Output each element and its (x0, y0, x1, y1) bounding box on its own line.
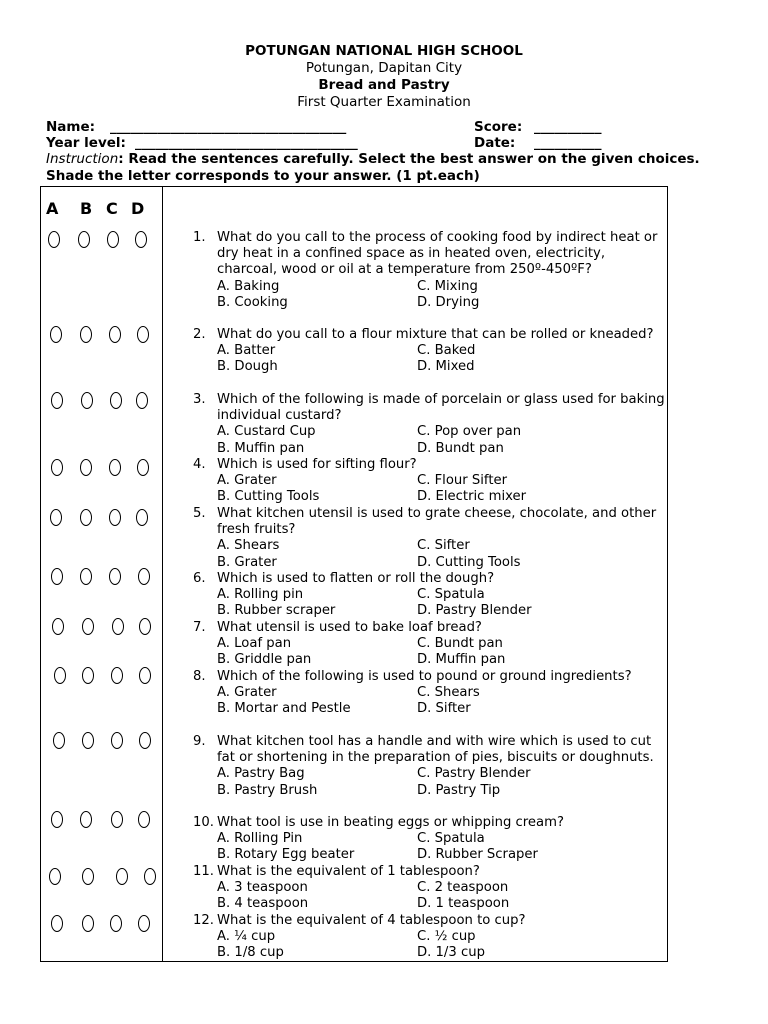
question-text: What do you call to the process of cooking food by indirect heat or dry heat in a confined space as in heated oven, electricity, charcoal, wood or oil at a temperature from 250º-450ºF? (217, 230, 658, 278)
answer-bubble-q10-d[interactable] (138, 811, 150, 828)
answer-bubble-q9-d[interactable] (139, 732, 151, 749)
option-row (217, 473, 668, 489)
option-a: A. Rolling pin (217, 587, 304, 603)
question-number: 1. (193, 230, 206, 245)
option-a: A. Grater (217, 473, 277, 489)
header-c: C (106, 199, 118, 218)
answer-bubble-q8-b[interactable] (82, 667, 94, 684)
option-c: C. Sifter (417, 538, 470, 554)
question-number: 6. (193, 571, 206, 586)
option-row (217, 279, 668, 295)
question-6 (193, 571, 668, 620)
option-c: C. Shears (417, 685, 480, 701)
date-field[interactable]: __________ (534, 135, 602, 151)
option-d: D. Mixed (417, 359, 475, 375)
question-7 (193, 620, 668, 669)
option-row (217, 555, 668, 571)
instruction-text: : Read the sentences carefully. Select the best answer on the given choices. Shade the letter corresponds to your answer. (1 pt.each) (46, 151, 700, 184)
question-text: Which is used to flatten or roll the dough? (217, 571, 495, 586)
option-a: A. Pastry Bag (217, 766, 305, 782)
question-text: What is the equivalent of 4 tablespoon to cup? (217, 913, 526, 928)
option-d: D. Electric mixer (417, 489, 527, 505)
option-d: D. Pastry Tip (417, 782, 501, 798)
question-3 (193, 392, 668, 457)
option-c: C. Baked (417, 343, 476, 359)
option-b: B. Muffin pan (217, 440, 305, 456)
answer-bubble-q4-a[interactable] (51, 459, 63, 476)
option-a: A. 3 teaspoon (217, 880, 308, 896)
option-row (217, 929, 668, 945)
question-number: 9. (193, 734, 206, 749)
question-text: Which is used for sifting flour? (217, 457, 417, 472)
answer-bubble-q6-b[interactable] (80, 568, 92, 585)
option-row (217, 489, 668, 505)
answer-bubble-q6-a[interactable] (51, 568, 63, 585)
option-c: C. Flour Sifter (417, 473, 508, 489)
option-d: D. Sifter (417, 701, 471, 717)
answer-bubble-q5-c[interactable] (109, 509, 121, 526)
option-row (217, 783, 668, 799)
option-b: B. Cutting Tools (217, 489, 320, 505)
answer-bubble-q6-c[interactable] (109, 568, 121, 585)
year-level-field[interactable]: _________________________________ (135, 135, 358, 151)
option-b: B. Dough (217, 359, 278, 375)
option-d: D. Drying (417, 294, 480, 310)
question-number: 3. (193, 392, 206, 407)
subject-title: Bread and Pastry (318, 77, 450, 93)
answer-bubble-q8-c[interactable] (111, 667, 123, 684)
option-row (217, 685, 668, 701)
option-b: B. Rubber scraper (217, 603, 336, 619)
name-field[interactable]: ___________________________________ (110, 119, 347, 135)
school-location: Potungan, Dapitan City (305, 60, 463, 76)
question-11 (193, 864, 668, 913)
option-a: A. Custard Cup (217, 424, 316, 440)
option-row (217, 343, 668, 359)
option-c: C. Spatula (417, 831, 485, 847)
answer-bubble-q2-c[interactable] (109, 326, 121, 343)
answer-bubble-q4-d[interactable] (137, 459, 149, 476)
name-label: Name: (46, 119, 96, 135)
option-d: D. 1 teaspoon (417, 896, 510, 912)
option-row (217, 295, 668, 311)
answer-bubble-q10-b[interactable] (80, 811, 92, 828)
option-b: B. Rotary Egg beater (217, 847, 355, 863)
question-number: 7. (193, 620, 206, 635)
question-number: 2. (193, 327, 206, 342)
option-b: B. Grater (217, 554, 277, 570)
option-a: A. Baking (217, 278, 280, 294)
option-row (217, 636, 668, 652)
option-row (217, 896, 668, 912)
answer-bubble-q9-c[interactable] (111, 732, 123, 749)
answer-bubble-q9-b[interactable] (82, 732, 94, 749)
answer-bubble-q8-a[interactable] (54, 667, 66, 684)
option-b: B. Cooking (217, 294, 288, 310)
option-row (217, 847, 668, 863)
question-text: Which of the following is used to pound or ground ingredients? (217, 669, 632, 684)
answer-bubble-q3-c[interactable] (110, 392, 122, 409)
option-c: C. ½ cup (417, 929, 476, 945)
answer-bubble-q12-a[interactable] (51, 915, 63, 932)
option-row (217, 603, 668, 619)
option-a: A. ¼ cup (217, 929, 276, 945)
option-d: D. Rubber Scraper (417, 847, 538, 863)
question-text: What tool is use in beating eggs or whipping cream? (217, 815, 564, 830)
question-4 (193, 457, 668, 506)
answer-bubble-q10-c[interactable] (111, 811, 123, 828)
option-a: A. Rolling Pin (217, 831, 303, 847)
question-number: 11. (193, 864, 214, 879)
answer-bubble-q1-d[interactable] (135, 231, 147, 248)
option-d: D. Bundt pan (417, 440, 504, 456)
score-field[interactable]: __________ (534, 119, 602, 135)
score-label: Score: (474, 119, 523, 135)
answer-bubble-q5-a[interactable] (50, 509, 62, 526)
date-label: Date: (474, 135, 516, 151)
answer-bubble-q4-c[interactable] (109, 459, 121, 476)
answer-bubble-q12-b[interactable] (82, 915, 94, 932)
question-text: What do you call to a flour mixture that can be rolled or kneaded? (217, 327, 654, 342)
answer-bubble-q5-b[interactable] (80, 509, 92, 526)
answer-bubble-q3-a[interactable] (51, 392, 63, 409)
answer-bubble-q11-a[interactable] (49, 868, 61, 885)
option-row (217, 359, 668, 375)
answer-bubble-q10-a[interactable] (51, 811, 63, 828)
option-c: C. Spatula (417, 587, 485, 603)
question-text: What utensil is used to bake loaf bread? (217, 620, 482, 635)
option-row (217, 701, 668, 717)
option-row (217, 652, 668, 668)
answer-bubble-q4-b[interactable] (80, 459, 92, 476)
answer-bubble-q2-a[interactable] (50, 326, 62, 343)
question-8 (193, 669, 668, 718)
question-2 (193, 327, 668, 376)
year-level-label: Year level: (46, 135, 126, 151)
option-a: A. Grater (217, 685, 277, 701)
answer-bubble-q12-c[interactable] (110, 915, 122, 932)
answer-bubble-q2-b[interactable] (80, 326, 92, 343)
question-12 (193, 913, 668, 962)
option-d: D. Cutting Tools (417, 554, 521, 570)
header-a: A (46, 199, 59, 218)
question-text: Which of the following is made of porcelain or glass used for baking individual custard? (217, 392, 665, 424)
answer-bubble-q7-d[interactable] (139, 618, 151, 635)
header-d: D (131, 199, 145, 218)
question-text: What kitchen utensil is used to grate cheese, chocolate, and other fresh fruits? (217, 506, 657, 538)
answer-bubble-q1-c[interactable] (107, 231, 119, 248)
option-b: B. Pastry Brush (217, 782, 318, 798)
option-row (217, 441, 668, 457)
option-d: D. Muffin pan (417, 652, 506, 668)
school-name: POTUNGAN NATIONAL HIGH SCHOOL (245, 43, 523, 59)
answer-bubble-q11-c[interactable] (116, 868, 128, 885)
answer-bubble-q2-d[interactable] (137, 326, 149, 343)
answer-bubble-q8-d[interactable] (139, 667, 151, 684)
question-number: 4. (193, 457, 206, 472)
option-d: D. Pastry Blender (417, 603, 532, 619)
answer-bubble-q7-a[interactable] (52, 618, 64, 635)
option-d: D. 1/3 cup (417, 945, 485, 961)
instruction-label: Instruction (46, 151, 119, 167)
answer-bubble-q7-b[interactable] (82, 618, 94, 635)
question-text: What kitchen tool has a handle and with wire which is used to cut fat or shortening in the preparation of pies, biscuits or doughnuts. (217, 734, 654, 766)
answer-bubble-q9-a[interactable] (53, 732, 65, 749)
option-row (217, 831, 668, 847)
question-number: 12. (193, 913, 214, 928)
option-b: B. Mortar and Pestle (217, 701, 351, 717)
question-10 (193, 815, 668, 864)
option-b: B. 4 teaspoon (217, 896, 309, 912)
option-b: B. 1/8 cup (217, 945, 284, 961)
option-c: C. 2 teaspoon (417, 880, 509, 896)
option-row (217, 880, 668, 896)
option-c: C. Bundt pan (417, 636, 503, 652)
answer-bubble-q7-c[interactable] (112, 618, 124, 635)
answer-bubble-q11-d[interactable] (144, 868, 156, 885)
option-a: A. Batter (217, 343, 276, 359)
option-c: C. Pastry Blender (417, 766, 531, 782)
question-number: 10. (193, 815, 214, 830)
question-5 (193, 506, 668, 571)
option-row (217, 587, 668, 603)
answer-bubble-q6-d[interactable] (138, 568, 150, 585)
option-row (217, 538, 668, 554)
question-number: 5. (193, 506, 206, 521)
question-1 (193, 230, 668, 311)
answer-bubble-q3-d[interactable] (136, 392, 148, 409)
option-row (217, 424, 668, 440)
option-c: C. Mixing (417, 278, 478, 294)
header-b: B (80, 199, 93, 218)
answer-bubble-q3-b[interactable] (81, 392, 93, 409)
option-b: B. Griddle pan (217, 652, 312, 668)
option-a: A. Shears (217, 538, 280, 554)
column-divider (162, 186, 163, 962)
question-text: What is the equivalent of 1 tablespoon? (217, 864, 480, 879)
option-a: A. Loaf pan (217, 636, 292, 652)
instruction (46, 151, 736, 184)
answer-bubble-q5-d[interactable] (136, 509, 148, 526)
answer-bubble-q11-b[interactable] (82, 868, 94, 885)
question-9 (193, 734, 668, 799)
exam-title: First Quarter Examination (297, 94, 471, 110)
answer-bubble-q12-d[interactable] (138, 915, 150, 932)
answer-bubble-q1-b[interactable] (78, 231, 90, 248)
answer-bubble-q1-a[interactable] (48, 231, 60, 248)
option-c: C. Pop over pan (417, 424, 522, 440)
question-number: 8. (193, 669, 206, 684)
option-row (217, 766, 668, 782)
option-row (217, 945, 668, 961)
